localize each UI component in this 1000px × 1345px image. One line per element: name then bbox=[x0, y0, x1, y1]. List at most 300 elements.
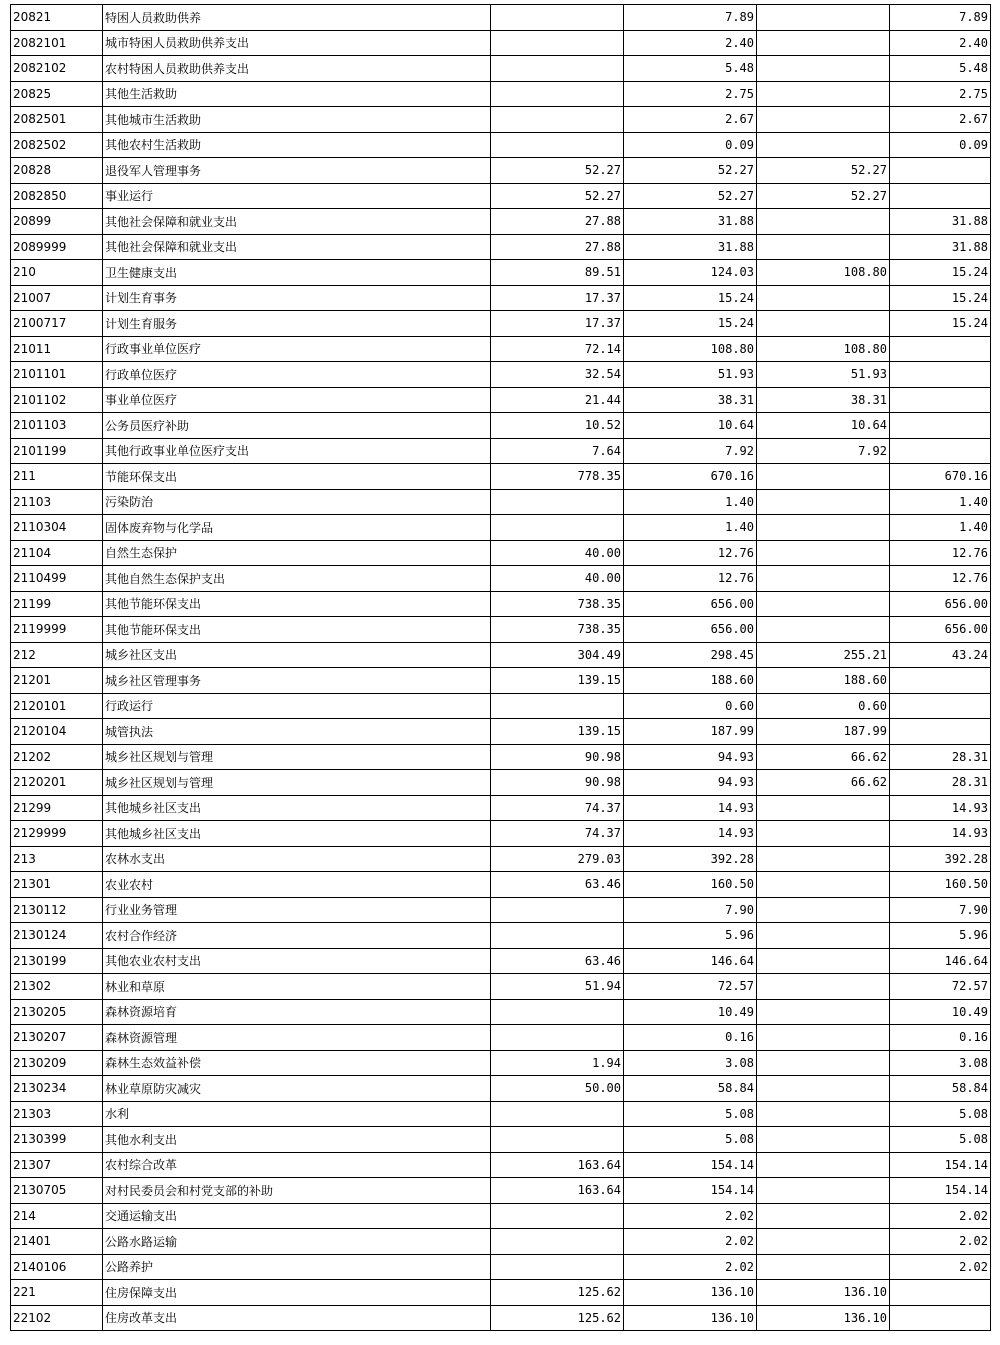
subject-code-cell: 2082101 bbox=[11, 30, 103, 56]
amount-col-1-cell bbox=[491, 923, 624, 949]
amount-col-2-cell: 52.27 bbox=[624, 183, 757, 209]
amount-col-2-cell: 188.60 bbox=[624, 668, 757, 694]
amount-col-2-cell: 154.14 bbox=[624, 1152, 757, 1178]
amount-col-2-cell: 392.28 bbox=[624, 846, 757, 872]
amount-col-3-cell bbox=[757, 311, 890, 337]
subject-code-cell: 2130205 bbox=[11, 999, 103, 1025]
amount-col-4-cell: 3.08 bbox=[890, 1050, 991, 1076]
subject-name-cell: 其他社会保障和就业支出 bbox=[103, 234, 491, 260]
subject-name-cell: 行政单位医疗 bbox=[103, 362, 491, 388]
subject-code-cell: 2130234 bbox=[11, 1076, 103, 1102]
table-row bbox=[11, 209, 991, 235]
amount-col-3-cell bbox=[757, 591, 890, 617]
amount-col-3-cell: 0.60 bbox=[757, 693, 890, 719]
amount-col-3-cell: 108.80 bbox=[757, 336, 890, 362]
amount-col-2-cell: 124.03 bbox=[624, 260, 757, 286]
amount-col-3-cell bbox=[757, 999, 890, 1025]
amount-col-4-cell: 656.00 bbox=[890, 617, 991, 643]
amount-col-2-cell: 187.99 bbox=[624, 719, 757, 745]
table-row bbox=[11, 693, 991, 719]
amount-col-2-cell: 94.93 bbox=[624, 770, 757, 796]
subject-code-cell: 20821 bbox=[11, 5, 103, 31]
table-row bbox=[11, 1203, 991, 1229]
amount-col-2-cell: 298.45 bbox=[624, 642, 757, 668]
amount-col-1-cell: 90.98 bbox=[491, 744, 624, 770]
subject-name-cell: 森林生态效益补偿 bbox=[103, 1050, 491, 1076]
amount-col-2-cell: 7.89 bbox=[624, 5, 757, 31]
table-row bbox=[11, 948, 991, 974]
amount-col-1-cell: 125.62 bbox=[491, 1280, 624, 1306]
amount-col-3-cell bbox=[757, 285, 890, 311]
amount-col-1-cell bbox=[491, 489, 624, 515]
amount-col-3-cell bbox=[757, 5, 890, 31]
subject-code-cell: 214 bbox=[11, 1203, 103, 1229]
amount-col-2-cell: 14.93 bbox=[624, 795, 757, 821]
amount-col-4-cell: 2.40 bbox=[890, 30, 991, 56]
amount-col-1-cell bbox=[491, 1101, 624, 1127]
table-row bbox=[11, 719, 991, 745]
amount-col-1-cell: 17.37 bbox=[491, 311, 624, 337]
amount-col-1-cell: 63.46 bbox=[491, 948, 624, 974]
subject-code-cell: 213 bbox=[11, 846, 103, 872]
subject-code-cell: 221 bbox=[11, 1280, 103, 1306]
amount-col-4-cell bbox=[890, 438, 991, 464]
subject-code-cell: 2129999 bbox=[11, 821, 103, 847]
table-row bbox=[11, 617, 991, 643]
subject-name-cell: 污染防治 bbox=[103, 489, 491, 515]
amount-col-4-cell: 15.24 bbox=[890, 311, 991, 337]
subject-code-cell: 21202 bbox=[11, 744, 103, 770]
amount-col-3-cell bbox=[757, 1203, 890, 1229]
amount-col-1-cell bbox=[491, 515, 624, 541]
amount-col-4-cell: 28.31 bbox=[890, 744, 991, 770]
amount-col-1-cell bbox=[491, 107, 624, 133]
table-row bbox=[11, 591, 991, 617]
table-row bbox=[11, 795, 991, 821]
subject-name-cell: 城乡社区管理事务 bbox=[103, 668, 491, 694]
amount-col-3-cell bbox=[757, 81, 890, 107]
subject-name-cell: 其他节能环保支出 bbox=[103, 617, 491, 643]
amount-col-1-cell: 125.62 bbox=[491, 1305, 624, 1331]
amount-col-1-cell: 63.46 bbox=[491, 872, 624, 898]
table-row bbox=[11, 387, 991, 413]
subject-name-cell: 其他城市生活救助 bbox=[103, 107, 491, 133]
amount-col-2-cell: 154.14 bbox=[624, 1178, 757, 1204]
amount-col-4-cell bbox=[890, 1280, 991, 1306]
amount-col-2-cell: 2.67 bbox=[624, 107, 757, 133]
subject-code-cell: 2120101 bbox=[11, 693, 103, 719]
amount-col-4-cell bbox=[890, 1305, 991, 1331]
subject-name-cell: 公路水路运输 bbox=[103, 1229, 491, 1255]
amount-col-3-cell: 136.10 bbox=[757, 1305, 890, 1331]
subject-name-cell: 退役军人管理事务 bbox=[103, 158, 491, 184]
subject-name-cell: 对村民委员会和村党支部的补助 bbox=[103, 1178, 491, 1204]
amount-col-1-cell: 27.88 bbox=[491, 234, 624, 260]
subject-code-cell: 2089999 bbox=[11, 234, 103, 260]
amount-col-2-cell: 108.80 bbox=[624, 336, 757, 362]
amount-col-4-cell: 2.02 bbox=[890, 1203, 991, 1229]
subject-code-cell: 2110304 bbox=[11, 515, 103, 541]
amount-col-2-cell: 1.40 bbox=[624, 515, 757, 541]
subject-name-cell: 农村综合改革 bbox=[103, 1152, 491, 1178]
amount-col-2-cell: 72.57 bbox=[624, 974, 757, 1000]
amount-col-4-cell: 2.02 bbox=[890, 1229, 991, 1255]
subject-code-cell: 20828 bbox=[11, 158, 103, 184]
subject-code-cell: 2101101 bbox=[11, 362, 103, 388]
amount-col-1-cell: 89.51 bbox=[491, 260, 624, 286]
subject-name-cell: 固体废弃物与化学品 bbox=[103, 515, 491, 541]
subject-name-cell: 卫生健康支出 bbox=[103, 260, 491, 286]
subject-name-cell: 城管执法 bbox=[103, 719, 491, 745]
amount-col-3-cell bbox=[757, 30, 890, 56]
amount-col-1-cell: 90.98 bbox=[491, 770, 624, 796]
amount-col-1-cell: 738.35 bbox=[491, 591, 624, 617]
amount-col-4-cell bbox=[890, 668, 991, 694]
amount-col-3-cell bbox=[757, 795, 890, 821]
amount-col-3-cell: 255.21 bbox=[757, 642, 890, 668]
amount-col-3-cell bbox=[757, 234, 890, 260]
amount-col-4-cell bbox=[890, 158, 991, 184]
amount-col-2-cell: 5.08 bbox=[624, 1127, 757, 1153]
amount-col-4-cell: 15.24 bbox=[890, 260, 991, 286]
amount-col-4-cell: 670.16 bbox=[890, 464, 991, 490]
subject-name-cell: 城乡社区规划与管理 bbox=[103, 744, 491, 770]
amount-col-2-cell: 58.84 bbox=[624, 1076, 757, 1102]
subject-name-cell: 其他社会保障和就业支出 bbox=[103, 209, 491, 235]
amount-col-2-cell: 0.09 bbox=[624, 132, 757, 158]
amount-col-2-cell: 31.88 bbox=[624, 234, 757, 260]
subject-name-cell: 计划生育服务 bbox=[103, 311, 491, 337]
subject-code-cell: 21007 bbox=[11, 285, 103, 311]
amount-col-4-cell: 1.40 bbox=[890, 515, 991, 541]
subject-code-cell: 2120104 bbox=[11, 719, 103, 745]
subject-code-cell: 20825 bbox=[11, 81, 103, 107]
amount-col-2-cell: 12.76 bbox=[624, 540, 757, 566]
amount-col-2-cell: 7.92 bbox=[624, 438, 757, 464]
amount-col-4-cell: 160.50 bbox=[890, 872, 991, 898]
subject-code-cell: 22102 bbox=[11, 1305, 103, 1331]
table-row bbox=[11, 770, 991, 796]
amount-col-4-cell: 31.88 bbox=[890, 209, 991, 235]
amount-col-4-cell: 146.64 bbox=[890, 948, 991, 974]
table-row bbox=[11, 362, 991, 388]
amount-col-3-cell bbox=[757, 464, 890, 490]
table-row bbox=[11, 107, 991, 133]
table-row bbox=[11, 1178, 991, 1204]
amount-col-2-cell: 656.00 bbox=[624, 591, 757, 617]
amount-col-1-cell: 72.14 bbox=[491, 336, 624, 362]
subject-code-cell: 212 bbox=[11, 642, 103, 668]
amount-col-4-cell: 2.75 bbox=[890, 81, 991, 107]
amount-col-4-cell: 5.48 bbox=[890, 56, 991, 82]
table-row bbox=[11, 234, 991, 260]
subject-code-cell: 21307 bbox=[11, 1152, 103, 1178]
amount-col-2-cell: 160.50 bbox=[624, 872, 757, 898]
table-row bbox=[11, 1101, 991, 1127]
amount-col-2-cell: 2.02 bbox=[624, 1229, 757, 1255]
subject-code-cell: 2130207 bbox=[11, 1025, 103, 1051]
amount-col-4-cell: 5.08 bbox=[890, 1127, 991, 1153]
amount-col-1-cell bbox=[491, 5, 624, 31]
amount-col-1-cell: 40.00 bbox=[491, 540, 624, 566]
subject-code-cell: 21299 bbox=[11, 795, 103, 821]
amount-col-2-cell: 0.16 bbox=[624, 1025, 757, 1051]
table-row bbox=[11, 1050, 991, 1076]
amount-col-1-cell: 32.54 bbox=[491, 362, 624, 388]
subject-name-cell: 住房改革支出 bbox=[103, 1305, 491, 1331]
amount-col-2-cell: 31.88 bbox=[624, 209, 757, 235]
table-row bbox=[11, 744, 991, 770]
amount-col-3-cell bbox=[757, 1229, 890, 1255]
amount-col-2-cell: 94.93 bbox=[624, 744, 757, 770]
subject-code-cell: 2082502 bbox=[11, 132, 103, 158]
amount-col-3-cell bbox=[757, 617, 890, 643]
subject-code-cell: 2110499 bbox=[11, 566, 103, 592]
subject-code-cell: 2130705 bbox=[11, 1178, 103, 1204]
subject-code-cell: 2082850 bbox=[11, 183, 103, 209]
table-row bbox=[11, 81, 991, 107]
amount-col-4-cell: 31.88 bbox=[890, 234, 991, 260]
amount-col-4-cell: 12.76 bbox=[890, 540, 991, 566]
amount-col-3-cell bbox=[757, 923, 890, 949]
amount-col-4-cell: 10.49 bbox=[890, 999, 991, 1025]
subject-code-cell: 21011 bbox=[11, 336, 103, 362]
amount-col-4-cell: 5.08 bbox=[890, 1101, 991, 1127]
subject-name-cell: 行政事业单位医疗 bbox=[103, 336, 491, 362]
amount-col-1-cell: 74.37 bbox=[491, 821, 624, 847]
subject-name-cell: 节能环保支出 bbox=[103, 464, 491, 490]
subject-code-cell: 2101102 bbox=[11, 387, 103, 413]
amount-col-4-cell: 58.84 bbox=[890, 1076, 991, 1102]
amount-col-2-cell: 10.49 bbox=[624, 999, 757, 1025]
amount-col-3-cell bbox=[757, 897, 890, 923]
amount-col-3-cell: 188.60 bbox=[757, 668, 890, 694]
subject-code-cell: 2120201 bbox=[11, 770, 103, 796]
table-row bbox=[11, 132, 991, 158]
table-row bbox=[11, 821, 991, 847]
amount-col-1-cell: 40.00 bbox=[491, 566, 624, 592]
amount-col-4-cell: 14.93 bbox=[890, 821, 991, 847]
subject-name-cell: 水利 bbox=[103, 1101, 491, 1127]
amount-col-1-cell bbox=[491, 1254, 624, 1280]
table-row bbox=[11, 1025, 991, 1051]
subject-name-cell: 行业业务管理 bbox=[103, 897, 491, 923]
subject-code-cell: 21199 bbox=[11, 591, 103, 617]
budget-expenditure-table bbox=[10, 4, 991, 1331]
subject-code-cell: 2082501 bbox=[11, 107, 103, 133]
amount-col-3-cell bbox=[757, 1101, 890, 1127]
subject-code-cell: 2130112 bbox=[11, 897, 103, 923]
amount-col-4-cell: 2.67 bbox=[890, 107, 991, 133]
amount-col-1-cell bbox=[491, 56, 624, 82]
amount-col-4-cell: 392.28 bbox=[890, 846, 991, 872]
amount-col-3-cell bbox=[757, 515, 890, 541]
subject-name-cell: 其他水利支出 bbox=[103, 1127, 491, 1153]
amount-col-1-cell: 778.35 bbox=[491, 464, 624, 490]
amount-col-1-cell: 50.00 bbox=[491, 1076, 624, 1102]
subject-name-cell: 其他行政事业单位医疗支出 bbox=[103, 438, 491, 464]
amount-col-2-cell: 5.96 bbox=[624, 923, 757, 949]
subject-name-cell: 行政运行 bbox=[103, 693, 491, 719]
amount-col-2-cell: 38.31 bbox=[624, 387, 757, 413]
amount-col-2-cell: 10.64 bbox=[624, 413, 757, 439]
amount-col-1-cell bbox=[491, 30, 624, 56]
subject-name-cell: 农林水支出 bbox=[103, 846, 491, 872]
subject-code-cell: 2082102 bbox=[11, 56, 103, 82]
amount-col-4-cell: 656.00 bbox=[890, 591, 991, 617]
subject-code-cell: 21302 bbox=[11, 974, 103, 1000]
table-row bbox=[11, 872, 991, 898]
amount-col-2-cell: 136.10 bbox=[624, 1305, 757, 1331]
subject-code-cell: 2100717 bbox=[11, 311, 103, 337]
amount-col-4-cell: 1.40 bbox=[890, 489, 991, 515]
table-row bbox=[11, 413, 991, 439]
amount-col-4-cell bbox=[890, 693, 991, 719]
amount-col-3-cell bbox=[757, 846, 890, 872]
table-row bbox=[11, 260, 991, 286]
amount-col-3-cell: 10.64 bbox=[757, 413, 890, 439]
amount-col-2-cell: 12.76 bbox=[624, 566, 757, 592]
subject-name-cell: 林业和草原 bbox=[103, 974, 491, 1000]
amount-col-3-cell bbox=[757, 974, 890, 1000]
subject-name-cell: 林业草原防灾减灾 bbox=[103, 1076, 491, 1102]
amount-col-1-cell bbox=[491, 1203, 624, 1229]
amount-col-4-cell bbox=[890, 387, 991, 413]
subject-name-cell: 公路养护 bbox=[103, 1254, 491, 1280]
amount-col-1-cell: 52.27 bbox=[491, 158, 624, 184]
amount-col-1-cell: 139.15 bbox=[491, 668, 624, 694]
amount-col-1-cell: 304.49 bbox=[491, 642, 624, 668]
amount-col-1-cell: 163.64 bbox=[491, 1152, 624, 1178]
amount-col-2-cell: 2.02 bbox=[624, 1203, 757, 1229]
table-row bbox=[11, 974, 991, 1000]
table-row bbox=[11, 5, 991, 31]
amount-col-4-cell: 154.14 bbox=[890, 1178, 991, 1204]
subject-code-cell: 21303 bbox=[11, 1101, 103, 1127]
subject-name-cell: 农村特困人员救助供养支出 bbox=[103, 56, 491, 82]
subject-code-cell: 2130199 bbox=[11, 948, 103, 974]
table-row bbox=[11, 1305, 991, 1331]
subject-code-cell: 20899 bbox=[11, 209, 103, 235]
amount-col-1-cell: 279.03 bbox=[491, 846, 624, 872]
amount-col-4-cell: 7.90 bbox=[890, 897, 991, 923]
amount-col-4-cell bbox=[890, 413, 991, 439]
amount-col-2-cell: 2.40 bbox=[624, 30, 757, 56]
subject-code-cell: 2119999 bbox=[11, 617, 103, 643]
subject-name-cell: 事业运行 bbox=[103, 183, 491, 209]
amount-col-3-cell: 187.99 bbox=[757, 719, 890, 745]
amount-col-3-cell bbox=[757, 872, 890, 898]
subject-name-cell: 森林资源培育 bbox=[103, 999, 491, 1025]
table-row bbox=[11, 1280, 991, 1306]
amount-col-2-cell: 0.60 bbox=[624, 693, 757, 719]
amount-col-3-cell: 66.62 bbox=[757, 744, 890, 770]
amount-col-4-cell: 5.96 bbox=[890, 923, 991, 949]
amount-col-3-cell bbox=[757, 132, 890, 158]
subject-name-cell: 农村合作经济 bbox=[103, 923, 491, 949]
amount-col-2-cell: 52.27 bbox=[624, 158, 757, 184]
table-row bbox=[11, 311, 991, 337]
subject-code-cell: 210 bbox=[11, 260, 103, 286]
table-row bbox=[11, 336, 991, 362]
table-row bbox=[11, 183, 991, 209]
table-row bbox=[11, 1152, 991, 1178]
table-row bbox=[11, 515, 991, 541]
amount-col-2-cell: 15.24 bbox=[624, 285, 757, 311]
table-row bbox=[11, 30, 991, 56]
amount-col-4-cell: 43.24 bbox=[890, 642, 991, 668]
amount-col-3-cell bbox=[757, 821, 890, 847]
amount-col-2-cell: 15.24 bbox=[624, 311, 757, 337]
table-row bbox=[11, 846, 991, 872]
amount-col-4-cell bbox=[890, 183, 991, 209]
subject-name-cell: 其他城乡社区支出 bbox=[103, 795, 491, 821]
amount-col-1-cell: 1.94 bbox=[491, 1050, 624, 1076]
amount-col-4-cell: 0.16 bbox=[890, 1025, 991, 1051]
amount-col-4-cell: 154.14 bbox=[890, 1152, 991, 1178]
subject-name-cell: 自然生态保护 bbox=[103, 540, 491, 566]
amount-col-3-cell bbox=[757, 1127, 890, 1153]
amount-col-4-cell: 2.02 bbox=[890, 1254, 991, 1280]
table-row bbox=[11, 897, 991, 923]
table-row bbox=[11, 668, 991, 694]
table-row bbox=[11, 56, 991, 82]
subject-code-cell: 2101199 bbox=[11, 438, 103, 464]
amount-col-1-cell: 10.52 bbox=[491, 413, 624, 439]
amount-col-1-cell bbox=[491, 1025, 624, 1051]
amount-col-3-cell bbox=[757, 1254, 890, 1280]
amount-col-3-cell bbox=[757, 566, 890, 592]
table-row bbox=[11, 1229, 991, 1255]
table-row bbox=[11, 489, 991, 515]
table-row bbox=[11, 158, 991, 184]
subject-name-cell: 农业农村 bbox=[103, 872, 491, 898]
table-row bbox=[11, 540, 991, 566]
subject-code-cell: 2130209 bbox=[11, 1050, 103, 1076]
amount-col-3-cell bbox=[757, 56, 890, 82]
subject-name-cell: 城市特困人员救助供养支出 bbox=[103, 30, 491, 56]
amount-col-2-cell: 656.00 bbox=[624, 617, 757, 643]
subject-name-cell: 其他生活救助 bbox=[103, 81, 491, 107]
table-row bbox=[11, 285, 991, 311]
subject-name-cell: 其他自然生态保护支出 bbox=[103, 566, 491, 592]
amount-col-1-cell bbox=[491, 897, 624, 923]
subject-name-cell: 其他城乡社区支出 bbox=[103, 821, 491, 847]
amount-col-1-cell bbox=[491, 81, 624, 107]
amount-col-2-cell: 136.10 bbox=[624, 1280, 757, 1306]
subject-name-cell: 公务员医疗补助 bbox=[103, 413, 491, 439]
amount-col-3-cell: 108.80 bbox=[757, 260, 890, 286]
subject-code-cell: 21301 bbox=[11, 872, 103, 898]
amount-col-1-cell bbox=[491, 1127, 624, 1153]
amount-col-2-cell: 14.93 bbox=[624, 821, 757, 847]
subject-name-cell: 城乡社区规划与管理 bbox=[103, 770, 491, 796]
amount-col-2-cell: 146.64 bbox=[624, 948, 757, 974]
amount-col-4-cell bbox=[890, 362, 991, 388]
table-body bbox=[11, 5, 991, 1331]
table-row bbox=[11, 923, 991, 949]
amount-col-4-cell: 28.31 bbox=[890, 770, 991, 796]
subject-name-cell: 其他农村生活救助 bbox=[103, 132, 491, 158]
subject-name-cell: 事业单位医疗 bbox=[103, 387, 491, 413]
amount-col-3-cell bbox=[757, 1025, 890, 1051]
amount-col-3-cell bbox=[757, 540, 890, 566]
amount-col-2-cell: 51.93 bbox=[624, 362, 757, 388]
table-row bbox=[11, 1076, 991, 1102]
amount-col-4-cell bbox=[890, 336, 991, 362]
amount-col-1-cell: 52.27 bbox=[491, 183, 624, 209]
amount-col-3-cell bbox=[757, 1050, 890, 1076]
